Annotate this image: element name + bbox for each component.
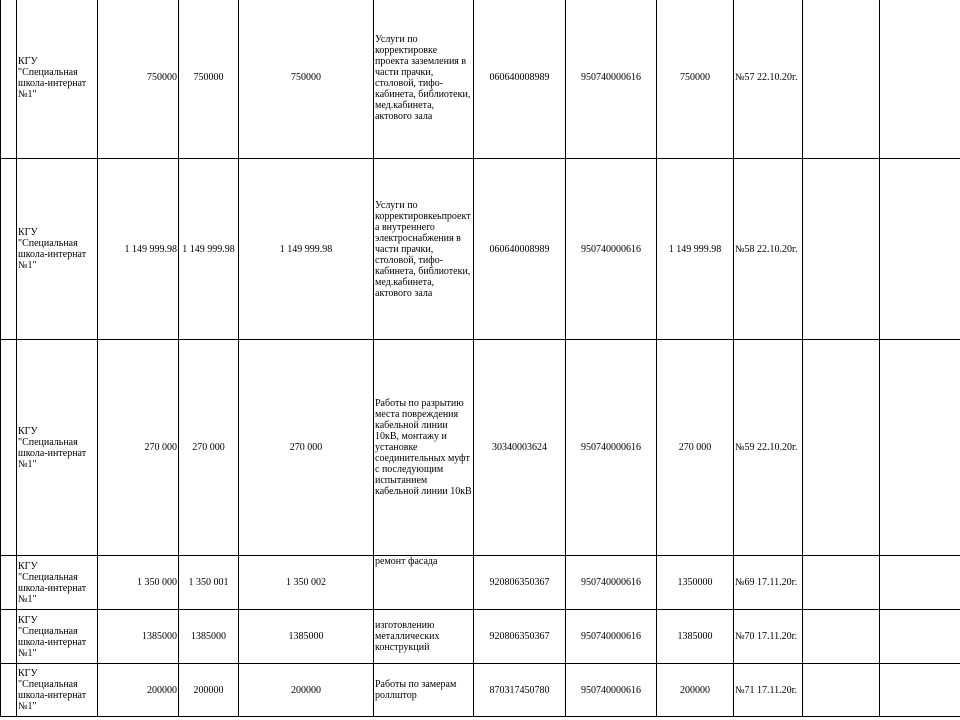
empty-cell	[803, 159, 880, 340]
customer-bin-cell: 950740000616	[566, 556, 657, 610]
table-row	[1, 340, 960, 556]
empty-cell	[880, 556, 960, 610]
organization-cell: КГУ "Специальная школа-интернат №1"	[17, 556, 98, 610]
empty-cell	[880, 664, 960, 717]
row-index-cell	[1, 159, 17, 340]
empty-cell	[803, 556, 880, 610]
customer-bin-cell: 950740000616	[566, 159, 657, 340]
table-row	[1, 610, 960, 664]
row-index-cell	[1, 610, 17, 664]
table-row	[1, 159, 960, 340]
amount-1-cell: 1385000	[98, 610, 179, 664]
amount-2-cell: 1 350 001	[179, 556, 239, 610]
contract-cell: №69 17.11.20г.	[734, 556, 803, 610]
table-row	[1, 0, 960, 159]
organization-cell: КГУ "Специальная школа-интернат №1"	[17, 664, 98, 717]
table-row	[1, 556, 960, 610]
amount-3-cell: 200000	[239, 664, 374, 717]
amount-2-cell: 1385000	[179, 610, 239, 664]
contract-cell: №57 22.10.20г.	[734, 0, 803, 159]
row-index-cell	[1, 664, 17, 717]
supplier-bin-cell: 060640008989	[474, 0, 566, 159]
empty-cell	[803, 0, 880, 159]
amount-paid-cell: 1 149 999.98	[657, 159, 734, 340]
supplier-bin-cell: 920806350367	[474, 610, 566, 664]
amount-1-cell: 200000	[98, 664, 179, 717]
amount-2-cell: 270 000	[179, 340, 239, 556]
empty-cell	[880, 0, 960, 159]
description-cell: изготовлению металлических конструкций	[374, 610, 474, 664]
organization-cell: КГУ "Специальная школа-интернат №1"	[17, 0, 98, 159]
empty-cell	[803, 340, 880, 556]
amount-3-cell: 1 350 002	[239, 556, 374, 610]
amount-paid-cell: 1385000	[657, 610, 734, 664]
customer-bin-cell: 950740000616	[566, 664, 657, 717]
customer-bin-cell: 950740000616	[566, 340, 657, 556]
empty-cell	[803, 610, 880, 664]
amount-2-cell: 1 149 999.98	[179, 159, 239, 340]
amount-1-cell: 1 350 000	[98, 556, 179, 610]
description-cell: Работы по разрытию места повреждения кабельной линии 10кВ, монтажу и установке соединительных муфт с последующим испытанием кабельной линии 10кВ	[374, 340, 474, 556]
contract-cell: №70 17.11.20г.	[734, 610, 803, 664]
contract-cell: №71 17.11.20г.	[734, 664, 803, 717]
empty-cell	[880, 610, 960, 664]
customer-bin-cell: 950740000616	[566, 610, 657, 664]
description-cell: Работы по замерам роллштор	[374, 664, 474, 717]
amount-1-cell: 750000	[98, 0, 179, 159]
row-index-cell	[1, 340, 17, 556]
description-cell: Услуги по корректировке проекта заземления в части прачки, столовой, тифо-кабинета, библиотеки, мед.кабинета, актового зала	[374, 0, 474, 159]
organization-cell: КГУ "Специальная школа-интернат №1"	[17, 610, 98, 664]
supplier-bin-cell: 060640008989	[474, 159, 566, 340]
customer-bin-cell: 950740000616	[566, 0, 657, 159]
supplier-bin-cell: 30340003624	[474, 340, 566, 556]
amount-2-cell: 750000	[179, 0, 239, 159]
description-cell: ремонт фасада	[374, 556, 474, 610]
description-cell: Услуги по корректировкеьпроекта внутреннего электроснабжения в части прачки, столовой, тифо-кабинета, библиотеки, мед.кабинета, актового зала	[374, 159, 474, 340]
contract-cell: №58 22.10.20г.	[734, 159, 803, 340]
empty-cell	[880, 159, 960, 340]
amount-3-cell: 270 000	[239, 340, 374, 556]
supplier-bin-cell: 870317450780	[474, 664, 566, 717]
amount-1-cell: 270 000	[98, 340, 179, 556]
amount-paid-cell: 200000	[657, 664, 734, 717]
amount-paid-cell: 750000	[657, 0, 734, 159]
empty-cell	[803, 664, 880, 717]
amount-1-cell: 1 149 999.98	[98, 159, 179, 340]
amount-paid-cell: 270 000	[657, 340, 734, 556]
amount-2-cell: 200000	[179, 664, 239, 717]
amount-3-cell: 1 149 999.98	[239, 159, 374, 340]
row-index-cell	[1, 556, 17, 610]
amount-3-cell: 1385000	[239, 610, 374, 664]
table-row	[1, 664, 960, 717]
amount-3-cell: 750000	[239, 0, 374, 159]
organization-cell: КГУ "Специальная школа-интернат №1"	[17, 159, 98, 340]
organization-cell: КГУ "Специальная школа-интернат №1"	[17, 340, 98, 556]
supplier-bin-cell: 920806350367	[474, 556, 566, 610]
row-index-cell	[1, 0, 17, 159]
amount-paid-cell: 1350000	[657, 556, 734, 610]
contract-cell: №59 22.10.20г.	[734, 340, 803, 556]
empty-cell	[880, 340, 960, 556]
